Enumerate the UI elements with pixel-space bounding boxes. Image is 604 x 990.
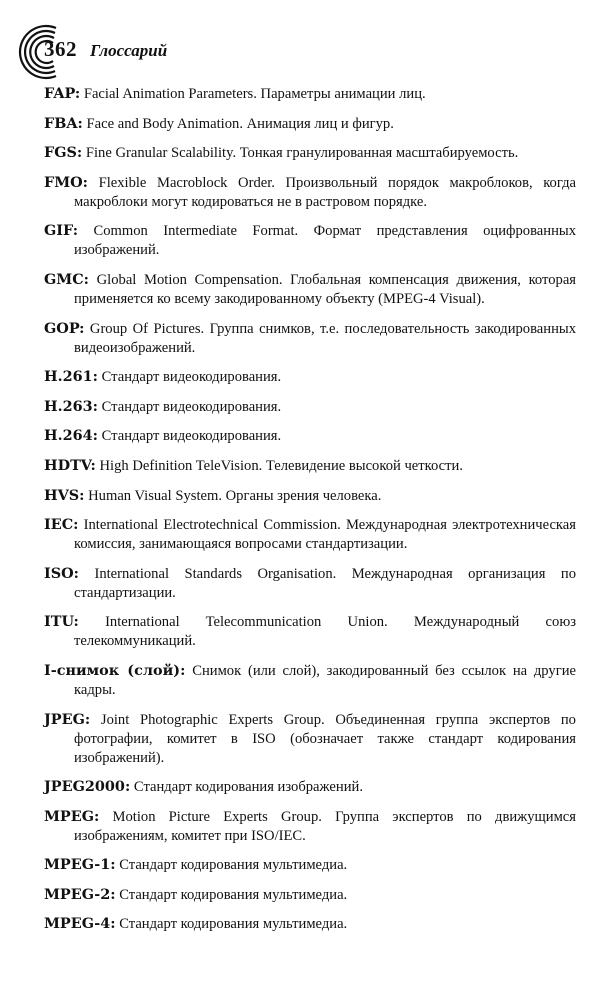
glossary-entry [44,486,576,506]
glossary-definition: Facial Animation Parameters. Параметры анимации лиц. [83,86,426,102]
glossary-term: GMC: [44,270,89,288]
glossary-definition: International Standards Organisation. Международная организация по стандартизации. [74,565,576,601]
glossary-term: ISO: [44,564,79,582]
glossary-entry [44,885,576,905]
glossary-term: IEC: [44,516,79,534]
glossary-entry [44,777,576,797]
glossary-definition: Стандарт кодирования мультимедиа. [119,857,348,874]
glossary-definition: Global Motion Compensation. Глобальная компенсация движения, которая применяется ко всему закодированному объекту (MPEG-4 Visual). [74,271,577,307]
glossary-term: H.261: [44,368,98,386]
glossary-entry [44,221,576,260]
glossary-term: H.264: [44,427,98,445]
glossary-entry [44,661,576,700]
glossary-term: JPEG: [44,710,91,728]
page-header [14,22,594,82]
glossary-definition: Human Visual System. Органы зрения человека. [88,487,382,504]
glossary-definition: Face and Body Animation. Анимация лиц и фигур. [86,115,394,132]
glossary-definition: Стандарт видеокодирования. [101,398,282,415]
glossary-entry [44,319,576,358]
glossary-term: GOP: [44,319,85,337]
glossary-definition: Снимок (или слой), закодированный без ссылок на другие кадры. [74,662,576,698]
glossary-entry [44,143,576,163]
glossary-entry [44,270,576,309]
page-number: 362 [44,37,77,61]
glossary-entry [44,855,576,875]
glossary-definition: Fine Granular Scalability. Тонкая гранулированная масштабируемость. [85,145,519,162]
glossary-term: MPEG-4: [44,915,116,933]
glossary-definition: Group Of Pictures. Группа снимков, т.е. последовательность закодированных видеоизображений. [74,320,576,356]
glossary-term: MPEG: [44,807,100,825]
glossary-entry [44,515,576,554]
glossary-definition: Common Intermediate Format. Формат представления оцифрованных изображений. [74,223,576,259]
glossary-entry [44,173,576,212]
glossary-definition: Joint Photographic Experts Group. Объединенная группа экспертов по фотографии, комитет в ISO (обозначает также стандарт кодирования изображений). [74,711,576,766]
glossary-entry [44,807,576,846]
glossary-term: MPEG-1: [44,856,116,874]
glossary-definition: Стандарт кодирования мультимедиа. [119,916,348,933]
glossary-entry [44,564,576,603]
glossary-definition: International Telecommunication Union. Международный союз телекоммуникаций. [74,614,577,650]
running-title: Глоссарий [90,41,168,60]
glossary-term: FMO: [44,173,88,191]
glossary-term: FBA: [44,114,83,132]
glossary-entry [44,456,576,476]
glossary-term: FAP: [44,85,81,102]
glossary-entry [44,367,576,387]
glossary-entry [44,612,576,651]
glossary-definition: Стандарт кодирования изображений. [133,779,363,796]
glossary-term: I-снимок (слой): [44,661,186,679]
glossary-definition: Motion Picture Experts Group. Группа экспертов по движущимся изображениям, комитет при ISO/IEC. [74,808,576,844]
glossary-entry [44,426,576,446]
glossary-term: HDTV: [44,456,96,474]
glossary-entry [44,114,576,134]
glossary-term: FGS: [44,144,83,162]
glossary-definition: Flexible Macroblock Order. Произвольный порядок макроблоков, когда макроблоки могут кодироваться не в растровом порядке. [74,174,576,210]
glossary-term: MPEG-2: [44,885,116,903]
glossary-term: H.263: [44,397,98,415]
glossary-entry [44,397,576,417]
glossary-entry [44,914,576,934]
glossary-term: JPEG2000: [44,778,131,796]
glossary-definition: High Definition TeleVision. Телевидение высокой четкости. [99,457,463,474]
glossary-list [44,84,576,944]
glossary-entry [44,710,576,768]
glossary-definition: Стандарт видеокодирования. [101,428,282,445]
glossary-term: ITU: [44,613,79,631]
glossary-definition: Стандарт кодирования мультимедиа. [119,886,348,903]
glossary-entry [44,84,576,104]
glossary-term: HVS: [44,486,85,504]
glossary-definition: Стандарт видеокодирования. [101,369,282,386]
glossary-definition: International Electrotechnical Commission. Международная электротехническая комиссия, занимающаяся вопросами стандартизации. [74,517,576,553]
glossary-term: GIF: [44,222,79,240]
